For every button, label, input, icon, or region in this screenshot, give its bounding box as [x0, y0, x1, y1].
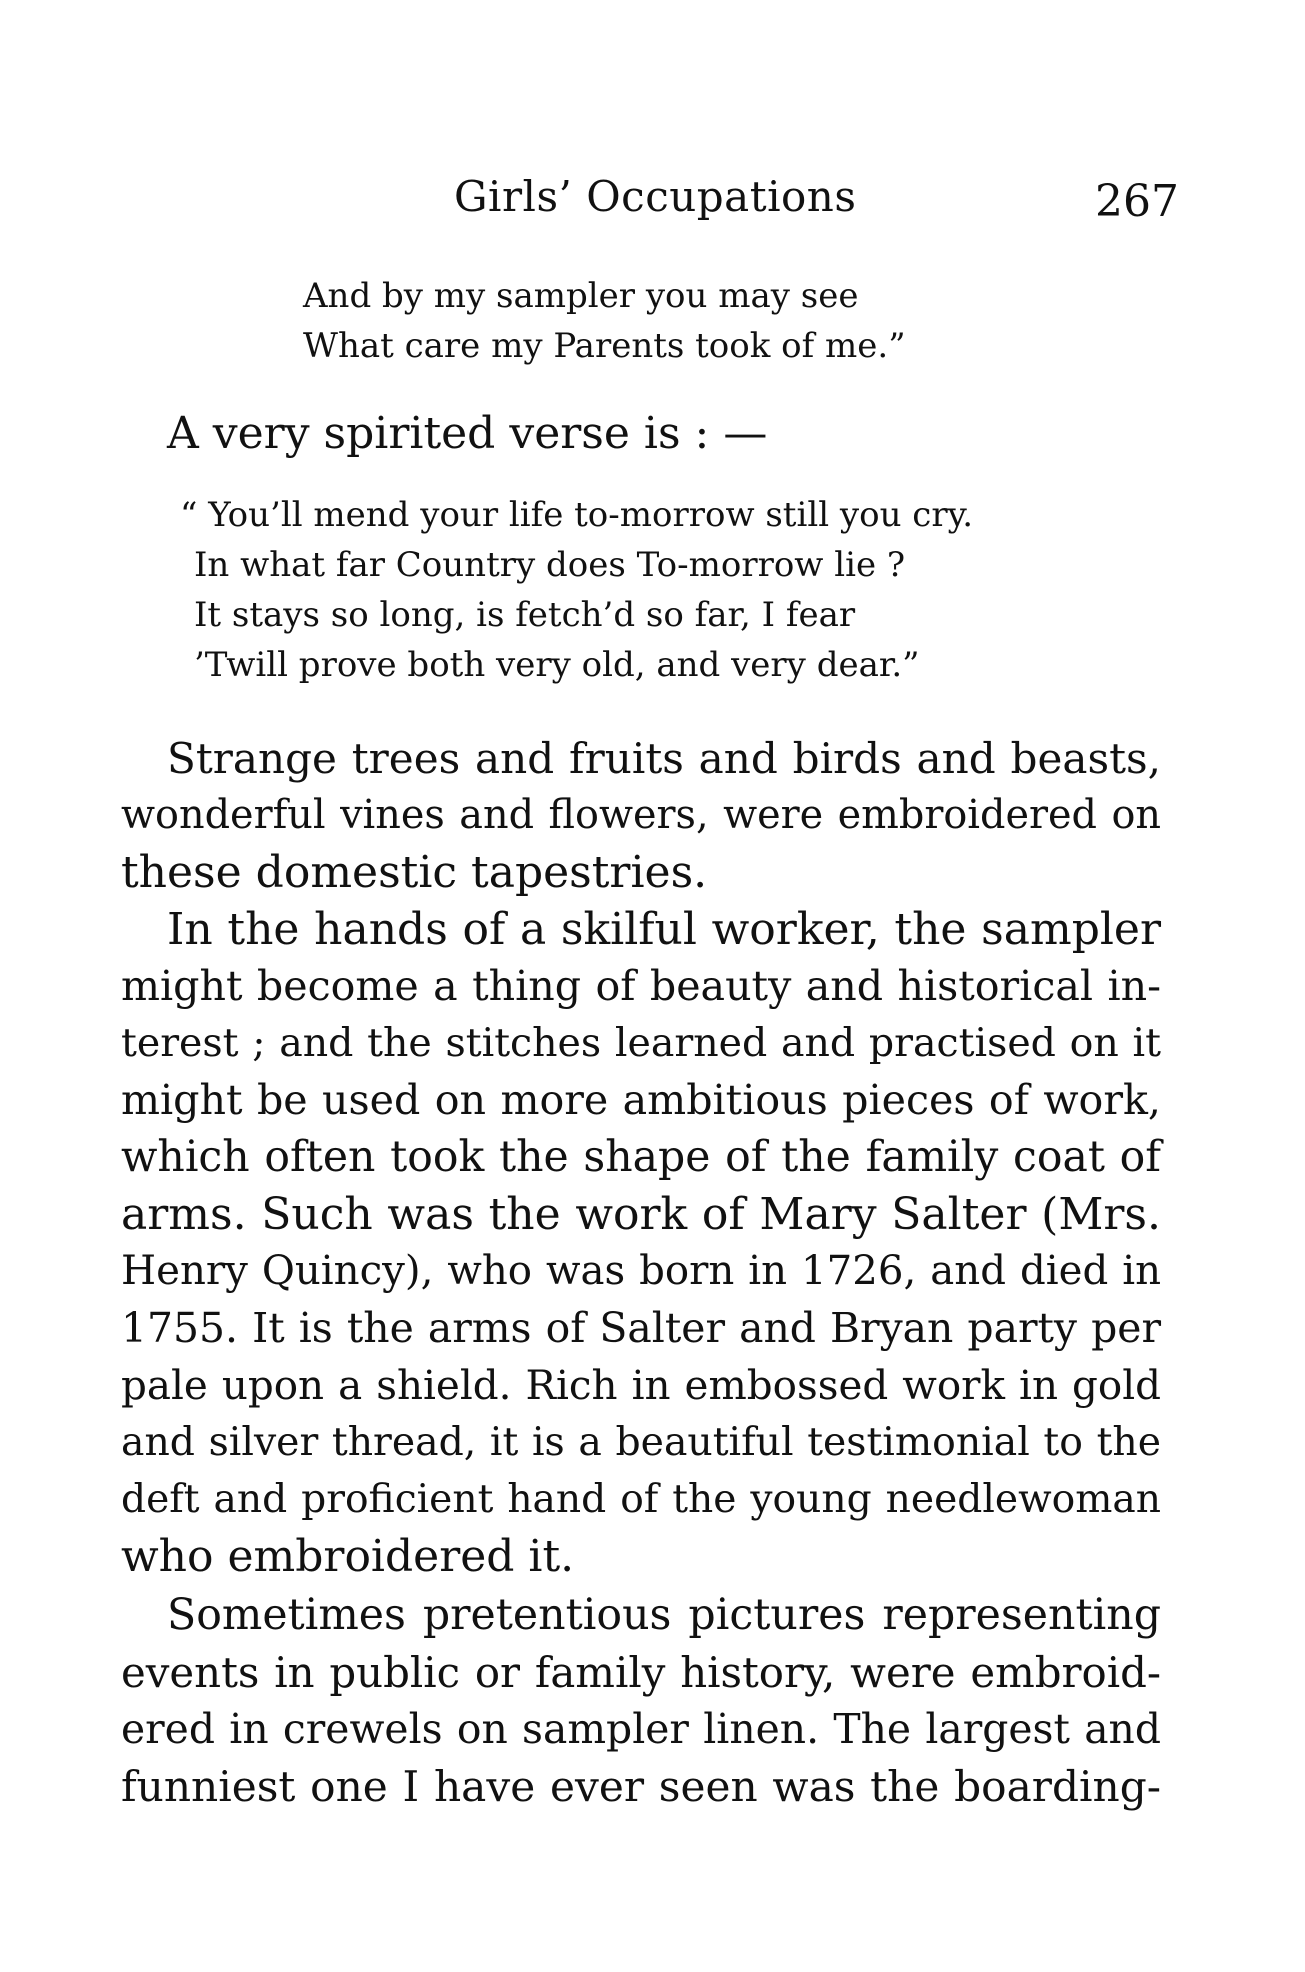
text-line: deft and proficient hand of the young needlewoman [121, 1477, 1161, 1522]
text-line: which often took the shape of the family coat of [121, 1132, 1161, 1182]
text-line: wonderful vines and flowers, were embroidered on [121, 792, 1161, 838]
text-line: might be used on more ambitious pieces of work, [121, 1076, 1161, 1124]
running-head [0, 172, 1305, 232]
verse-tomorrow [180, 490, 973, 690]
verse-line: What care my Parents took of me.” [303, 326, 906, 366]
verse-line: It stays so long, is fetch’d so far, I fear [194, 595, 856, 635]
text-line: Henry Quincy), who was born in 1726, and died in [121, 1248, 1161, 1294]
verse-line: In what far Country does To-morrow lie ? [194, 545, 906, 585]
paragraph-strange-trees [121, 730, 1161, 901]
running-title: Girls’ Occupations [454, 172, 857, 221]
text-line: might become a thing of beauty and historical in- [121, 962, 1161, 1010]
text-line: these domestic tapestries. [121, 847, 708, 898]
text-line: In the hands of a skilful worker, the sampler [167, 904, 1161, 955]
verse-sampler [303, 271, 906, 371]
verse-line: And by my sampler you may see [303, 276, 859, 316]
text-line: ered in crewels on sampler linen. The largest and [121, 1705, 1161, 1753]
paragraph-pretentious-pictures [121, 1587, 1161, 1815]
text-line: Strange trees and fruits and birds and beasts, [167, 734, 1161, 783]
text-line: terest ; and the stitches learned and practised on it [121, 1020, 1161, 1066]
page-number: 267 [1095, 176, 1179, 227]
text-line: arms. Such was the work of Mary Salter (Mrs. [121, 1189, 1161, 1240]
verse-line: “ You’ll mend your life to-morrow still you cry. [180, 495, 974, 535]
text-line: who embroidered it. [121, 1531, 575, 1582]
text-line: events in public or family history, were embroid- [121, 1648, 1161, 1697]
text-line: and silver thread, it is a beautiful testimonial to the [121, 1419, 1161, 1465]
text-line: funniest one I have ever seen was the boarding- [121, 1762, 1161, 1811]
paragraph-skilful-worker [121, 901, 1161, 1585]
text-line: Sometimes pretentious pictures representing [167, 1590, 1161, 1640]
verse-line: ’Twill prove both very old, and very dear.” [194, 645, 920, 685]
text-line: pale upon a shield. Rich in embossed work in gold [121, 1361, 1161, 1409]
text-line: 1755. It is the arms of Salter and Bryan party per [121, 1304, 1161, 1352]
verse-intro: A very spirited verse is : — [167, 408, 768, 459]
